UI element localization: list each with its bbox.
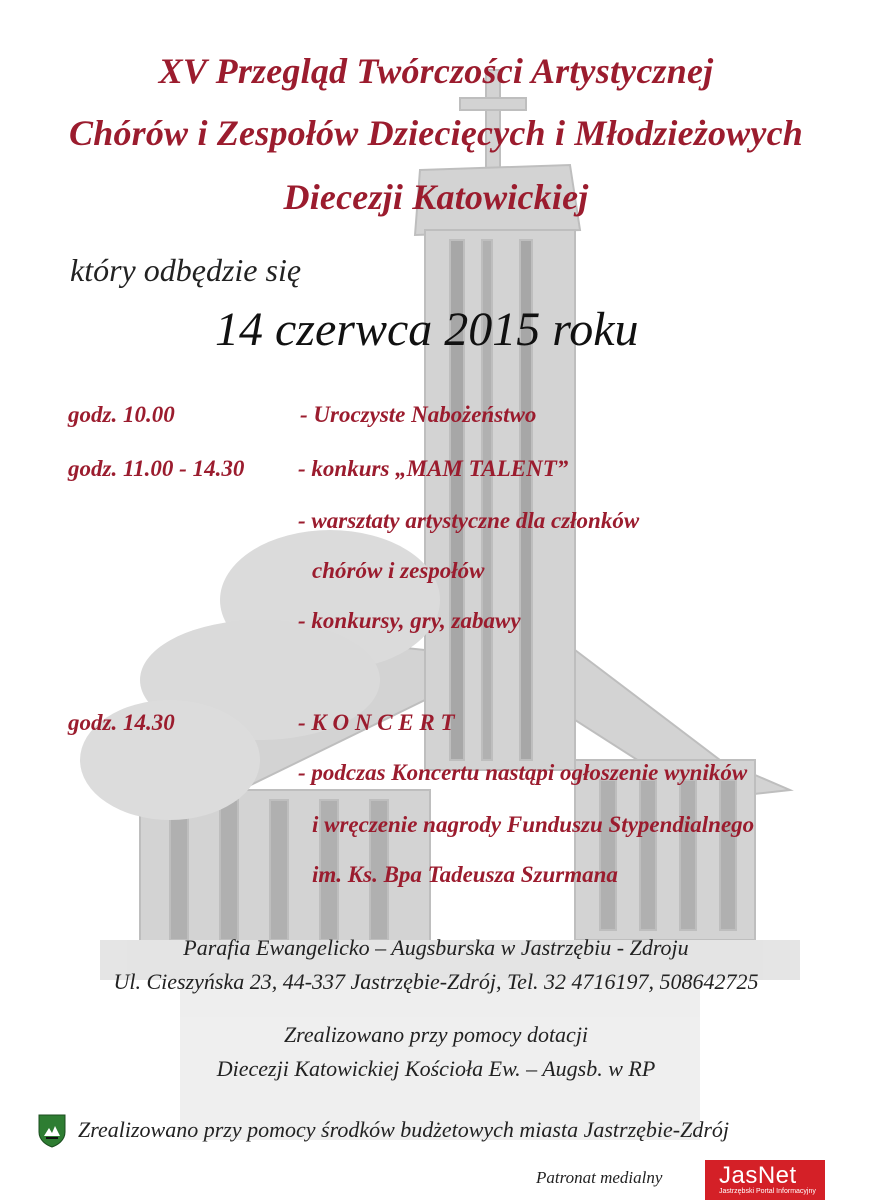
schedule-item-2: - konkurs „MAM TALENT” xyxy=(298,456,569,481)
schedule-time-2: godz. 11.00 - 14.30 xyxy=(68,456,245,481)
patronat-label: Patronat medialny xyxy=(536,1168,663,1187)
parish-address: Ul. Cieszyńska 23, 44-337 Jastrzębie-Zdrój, Tel. 32 4716197, 508642725 xyxy=(113,969,759,994)
title-line-1: XV Przegląd Twórczości Artystycznej xyxy=(158,51,714,91)
schedule-item-1: - Uroczyste Nabożeństwo xyxy=(300,402,537,427)
intro-text: który odbędzie się xyxy=(70,252,302,288)
title-line-3: Diecezji Katowickiej xyxy=(283,177,589,217)
jasnet-logo-tagline: Jastrzębski Portal Informacyjny xyxy=(719,1188,816,1195)
schedule-item-6: - podczas Koncertu nastąpi ogłoszenie wyników xyxy=(298,760,748,785)
coat-of-arms-icon xyxy=(38,1114,66,1148)
event-date: 14 czerwca 2015 roku xyxy=(215,303,639,356)
schedule-time-1: godz. 10.00 xyxy=(68,402,175,427)
grant-line-1: Zrealizowano przy pomocy dotacji xyxy=(283,1022,589,1047)
schedule-time-3: godz. 14.30 xyxy=(68,710,175,735)
grant-line-2: Diecezji Katowickiej Kościoła Ew. – Augsb. w RP xyxy=(216,1056,656,1081)
schedule-item-6-cont: i wręczenie nagrody Funduszu Stypendialnego xyxy=(312,812,755,837)
parish-name: Parafia Ewangelicko – Augsburska w Jastrzębiu - Zdroju xyxy=(183,935,689,960)
city-funding-note: Zrealizowano przy pomocy środków budżetowych miasta Jastrzębie-Zdrój xyxy=(78,1117,730,1142)
schedule-item-5: - K O N C E R T xyxy=(298,710,455,735)
schedule-item-3: - warsztaty artystyczne dla członków xyxy=(298,508,640,533)
schedule-item-6-cont-2: im. Ks. Bpa Tadeusza Szurmana xyxy=(312,862,618,887)
title-line-2: Chórów i Zespołów Dziecięcych i Młodzieżowych xyxy=(69,113,803,153)
schedule-item-3-cont: chórów i zespołów xyxy=(312,558,485,583)
jasnet-logo xyxy=(705,1160,825,1200)
jasnet-logo-name: JasNet xyxy=(719,1162,797,1189)
schedule-item-4: - konkursy, gry, zabawy xyxy=(298,608,521,633)
